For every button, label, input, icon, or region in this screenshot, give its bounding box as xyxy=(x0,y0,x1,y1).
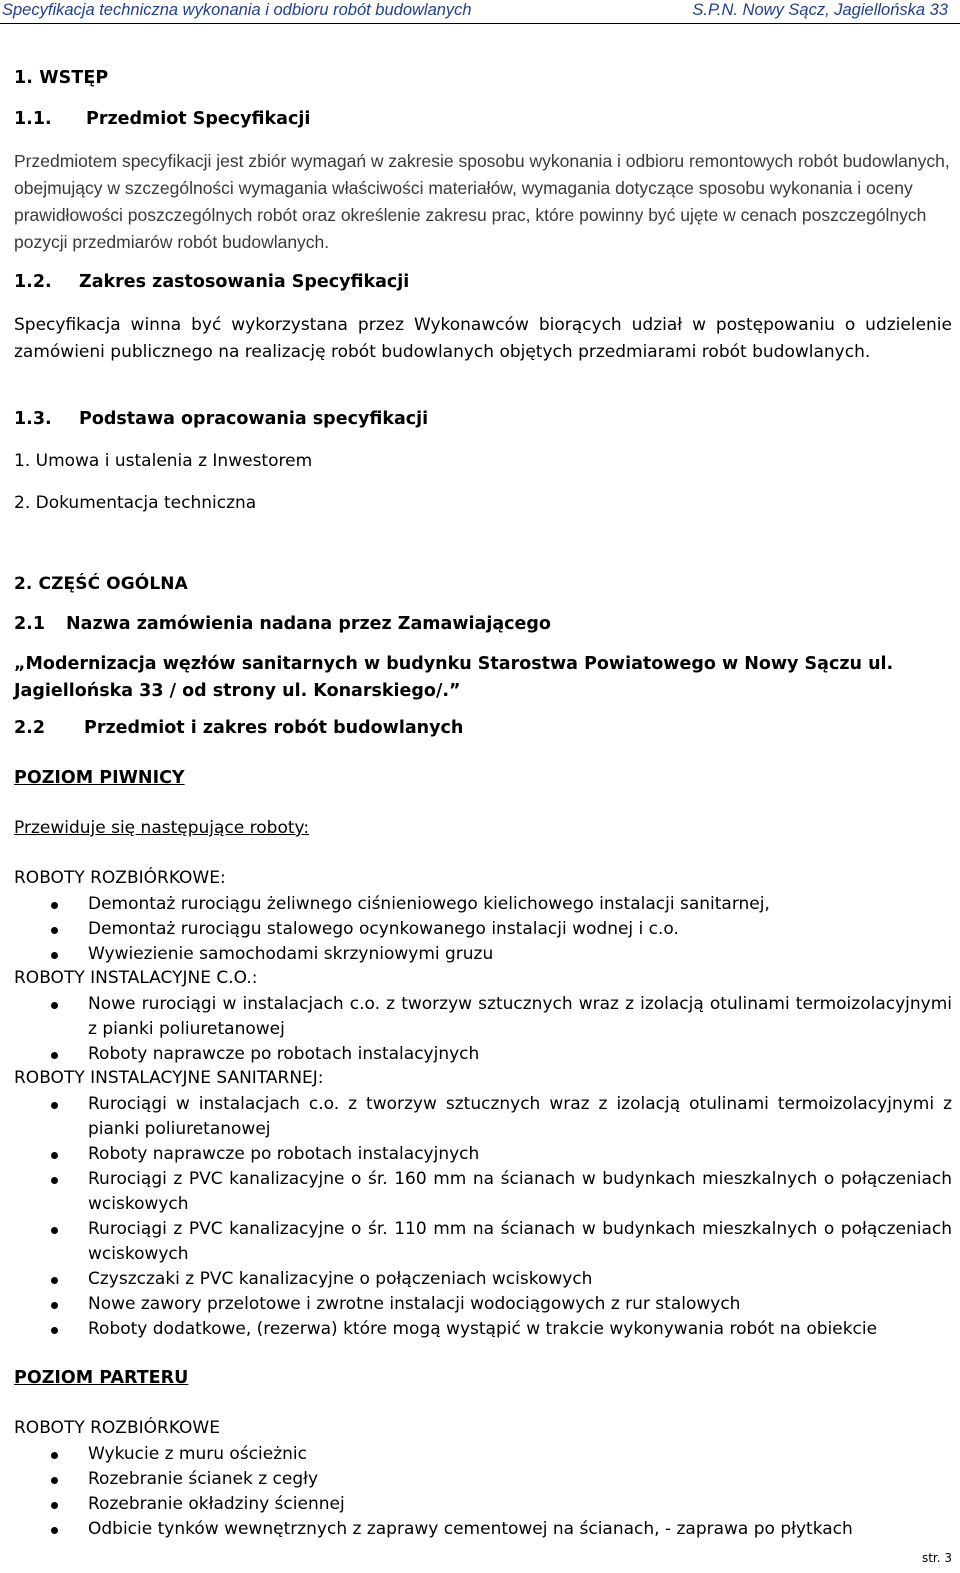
subsection-1-3-heading: Podstawa opracowania specyfikacji xyxy=(79,409,429,429)
subsection-1-3-title xyxy=(14,409,428,429)
piwnica-group-co-label: ROBOTY INSTALACYJNE C.O.: xyxy=(14,968,258,988)
subsection-1-1-heading: Przedmiot Specyfikacji xyxy=(86,109,311,129)
bullet-icon xyxy=(51,1452,58,1459)
list-item: Rozebranie ścianek z cegły xyxy=(0,1467,960,1492)
header-location: S.P.N. Nowy Sącz, Jagiellońska 33 xyxy=(692,1,948,19)
list-item: Nowe zawory przelotowe i zwrotne instalacji wodociągowych z rur stalowych xyxy=(0,1292,960,1317)
parter-level-title: POZIOM PARTERU xyxy=(14,1368,189,1388)
bullet-icon xyxy=(51,1302,58,1309)
subsection-1-2-number: 1.2. xyxy=(14,272,52,292)
bullet-icon xyxy=(51,1177,58,1184)
parter-demolition-list xyxy=(0,1442,960,1542)
list-item: Rurociągi z PVC kanalizacyjne o śr. 110 mm na ścianach w budynkach mieszkalnych o połączeniach wciskowych xyxy=(0,1217,960,1267)
bullet-icon xyxy=(51,1002,58,1009)
subsection-2-2-heading: Przedmiot i zakres robót budowlanych xyxy=(84,718,464,738)
subsection-2-1-title xyxy=(14,614,551,634)
piwnica-intro: Przewiduje się następujące roboty: xyxy=(14,818,310,838)
list-item: Roboty naprawcze po robotach instalacyjnych xyxy=(0,1042,960,1067)
list-item: Rurociągi w instalacjach c.o. z tworzyw sztucznych wraz z izolacją otulinami termoizolacyjnymi z pianki poliuretanowej xyxy=(0,1092,960,1142)
bullet-icon xyxy=(51,1102,58,1109)
list-item: Demontaż rurociągu żeliwnego ciśnieniowego kielichowego instalacji sanitarnej, xyxy=(0,892,960,917)
subsection-1-2-title xyxy=(14,272,409,292)
section-2-title: 2. CZĘŚĆ OGÓLNA xyxy=(14,574,188,594)
bullet-icon xyxy=(51,1527,58,1534)
subsection-2-2-title xyxy=(14,718,463,738)
list-item: Nowe rurociągi w instalacjach c.o. z tworzyw sztucznych wraz z izolacją otulinami termoizolacyjnymi z pianki poliuretanowej xyxy=(0,992,960,1042)
list-item: Czyszczaki z PVC kanalizacyjne o połączeniach wciskowych xyxy=(0,1267,960,1292)
basis-item-1: 1. Umowa i ustalenia z Inwestorem xyxy=(14,451,313,471)
list-item: Rozebranie okładziny ściennej xyxy=(0,1492,960,1517)
bullet-icon xyxy=(51,1052,58,1059)
list-item: Roboty dodatkowe, (rezerwa) które mogą wystąpić w trakcie wykonywania robót na obiekcie xyxy=(0,1317,960,1342)
bullet-icon xyxy=(51,952,58,959)
piwnica-demolition-list xyxy=(0,892,960,967)
list-item: Roboty naprawcze po robotach instalacyjnych xyxy=(0,1142,960,1167)
order-name: „Modernizacja węzłów sanitarnych w budynku Starostwa Powiatowego w Nowy Sączu ul. Jagiellońska 33 / od strony ul. Konarskiego/.” xyxy=(14,654,894,701)
page-number: str. 3 xyxy=(921,1551,952,1565)
bullet-icon xyxy=(51,1152,58,1159)
subsection-1-1-text: Przedmiotem specyfikacji jest zbiór wymagań w zakresie sposobu wykonania i odbioru remontowych robót budowlanych, obejmujący w szczególności wymagania właściwości materiałów, wymagania dotyczące sposobu wykonania i oceny prawidłowości poszczególnych robót oraz określenie zakresu prac, które powinny być ujęte w cenach poszczególnych pozycji przedmiarów robót budowlanych. xyxy=(14,151,950,252)
subsection-1-1-number: 1.1. xyxy=(14,109,52,129)
subsection-2-1-number: 2.1 xyxy=(14,614,46,634)
piwnica-level-title: POZIOM PIWNICY xyxy=(14,768,185,788)
bullet-icon xyxy=(51,1327,58,1334)
list-item: Wykucie z muru ościeżnic xyxy=(0,1442,960,1467)
bullet-icon xyxy=(51,1477,58,1484)
piwnica-group-demolition-label: ROBOTY ROZBIÓRKOWE: xyxy=(14,868,226,888)
bullet-icon xyxy=(51,927,58,934)
subsection-1-2-text: Specyfikacja winna być wykorzystana przez Wykonawców biorących udział w postępowaniu o udzielenie zamówieni publicznego na realizację robót budowlanych objętych przedmiarami robót budowlanych. xyxy=(14,315,952,362)
list-item: Demontaż rurociągu stalowego ocynkowanego instalacji wodnej i c.o. xyxy=(0,917,960,942)
bullet-icon xyxy=(51,902,58,909)
bullet-icon xyxy=(51,1277,58,1284)
basis-item-2: 2. Dokumentacja techniczna xyxy=(14,493,257,513)
bullet-icon xyxy=(51,1502,58,1509)
subsection-1-3-number: 1.3. xyxy=(14,409,52,429)
list-item: Wywiezienie samochodami skrzyniowymi gruzu xyxy=(0,942,960,967)
piwnica-co-list xyxy=(0,992,960,1067)
subsection-2-1-heading: Nazwa zamówienia nadana przez Zamawiającego xyxy=(66,614,551,634)
subsection-2-2-number: 2.2 xyxy=(14,718,46,738)
bullet-icon xyxy=(51,1227,58,1234)
subsection-1-2-heading: Zakres zastosowania Specyfikacji xyxy=(79,272,410,292)
piwnica-sanitary-list xyxy=(0,1092,960,1342)
parter-group-demolition-label: ROBOTY ROZBIÓRKOWE xyxy=(14,1418,220,1438)
subsection-1-1-title xyxy=(14,109,310,129)
section-1-title: 1. WSTĘP xyxy=(14,68,109,88)
piwnica-group-sanitary-label: ROBOTY INSTALACYJNE SANITARNEJ: xyxy=(14,1068,324,1088)
page-header xyxy=(0,0,960,24)
list-item: Odbicie tynków wewnętrznych z zaprawy cementowej na ścianach, - zaprawa po płytkach xyxy=(0,1517,960,1542)
header-document-title: Specyfikacja techniczna wykonania i odbioru robót budowlanych xyxy=(2,1,472,19)
list-item: Rurociągi z PVC kanalizacyjne o śr. 160 mm na ścianach w budynkach mieszkalnych o połączeniach wciskowych xyxy=(0,1167,960,1217)
